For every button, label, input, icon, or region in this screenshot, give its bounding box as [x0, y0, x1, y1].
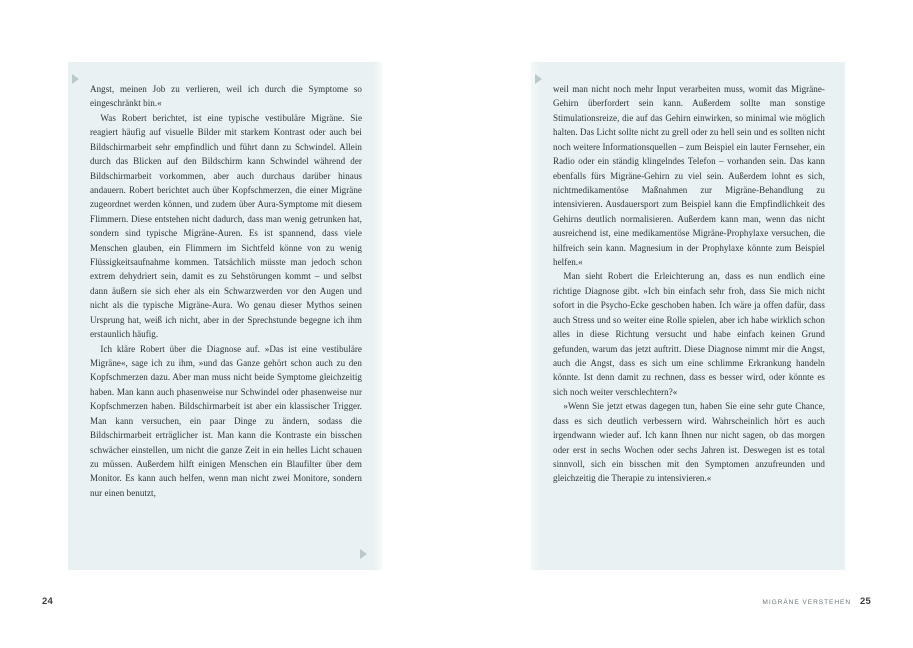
page-number-left: 24: [42, 596, 53, 607]
play-triangle-icon-bottom-right: [360, 549, 367, 559]
paragraph: Angst, meinen Job zu verlieren, weil ich durch die Symptome so eingeschränkt bin.«: [90, 84, 362, 109]
paragraph: Was Robert berichtet, ist eine typische vestibuläre Migräne. Sie reagiert häufig auf visuelle Bilder mit starkem Kontrast oder auch bei Bildschirmarbeit sehr empfindlich und führt dann zu Schwindel. Allein durch das Blicken auf den Bildschirm kann Schwindel während der Bildschirmarbeit vorkommen, aber auch durchaus darüber hinaus andauern. Robert berichtet auch über Kopfschmerzen, die einer Migräne zugeordnet werden können, und zudem über Aura-Symptome mit diesem Flimmern. Diese entstehen nicht dadurch, dass man wenig getrunken hat, sondern sind typische Migräne-Auren. Es ist spannend, dass viele Menschen glauben, ein Flimmern im Sichtfeld könne von zu wenig Flüssigkeitsaufnahme kommen. Tatsächlich müsste man jedoch schon extrem dehydriert sein, damit es zu Sehstörungen kommt – und selbst dann äußern sie sich eher als ein Schwarzwerden vor den Augen und nicht als die typische Migräne-Aura. Wo genau dieser Mythos seinen Ursprung hat, weiß ich nicht, aber in der Sprechstunde begegne ich ihm erstaunlich häufig.: [90, 112, 362, 340]
page-number-right: 25: [860, 596, 871, 607]
play-triangle-icon-top-left: [535, 74, 542, 84]
footer-right-group: [762, 596, 871, 630]
paragraph: »Wenn Sie jetzt etwas dagegen tun, haben Sie eine sehr gute Chance, dass es sich deutlich verbessern wird. Wahrscheinlich hört es auch irgendwann wieder auf. Ich kann Ihnen nur nicht sagen, ob das morgen oder erst in sechs Wochen oder sechs Jahren ist. Deswegen ist es total sinnvoll, sich ein bisschen mit den Symptomen anzufreunden und gleichzeitig die Therapie zu intensivieren.«: [553, 401, 825, 484]
right-page: [531, 62, 845, 570]
left-page-text-column: [90, 82, 362, 500]
right-page-text-column: [553, 82, 825, 486]
play-triangle-icon-top-left: [72, 74, 79, 84]
paragraph: weil man nicht noch mehr Input verarbeiten muss, womit das Migräne-Gehirn überfordert sein kann. Außerdem sollte man sonstige Stimulationsreize, die auf das Gehirn einwirken, so minimal wie möglich halten. Das Licht sollte nicht zu grell oder zu hell sein und es sollten nicht noch weitere Informationsquellen – zum Beispiel ein lauter Fernseher, ein Radio oder ein ständig klingelndes Telefon – vorhanden sein. Das kann ebenfalls fürs Migräne-Gehirn zu viel sein. Außerdem lohnt es sich, nichtmedikamentöse Maßnahmen zur Migräne-Behandlung zu intensivieren. Ausdauersport zum Beispiel kann die Empfindlichkeit des Gehirns deutlich normalisieren. Außerdem kann man, wenn das nicht ausreichend ist, eine medikamentöse Migräne-Prophylaxe versuchen, die hilfreich sein kann. Magnesium in der Prophylaxe könnte zum Beispiel helfen.«: [553, 84, 825, 268]
paragraph: Man sieht Robert die Erleichterung an, dass es nun endlich eine richtige Diagnose gibt. »Ich bin einfach sehr froh, dass Sie mich nicht sofort in die Psycho-Ecke geschoben haben. Ich wäre ja offen dafür, dass auch Stress und so weiter eine Rolle spielen, aber ich habe wirklich schon alles in diese Richtung versucht und habe einfach keinen Grund gefunden, warum das jetzt auftritt. Diese Diagnose nimmt mir die Angst, auch die Angst, dass es sich um eine schlimme Erkrankung handeln könnte. Ist denn damit zu rechnen, dass es besser wird, oder könnte es sich noch weiter verschlechtern?«: [553, 271, 825, 397]
left-page: [68, 62, 382, 570]
paragraph: Ich kläre Robert über die Diagnose auf. »Das ist eine vestibuläre Migräne«, sage ich zu ihm, »und das Ganze gehört schon auch zu den Kopfschmerzen dazu. Aber man muss nicht beide Symptome gleichzeitig haben. Man kann auch phasenweise nur Schwindel oder phasenweise nur Kopfschmerzen haben. Bildschirmarbeit ist aber ein klassischer Trigger. Man kann versuchen, ein paar Dinge zu ändern, sodass die Bildschirmarbeit erträglicher ist. Man kann die Kontraste ein bisschen schwächer einstellen, um nicht die ganze Zeit in ein helles Licht schauen zu müssen. Außerdem hilft einigen Menschen ein Blaufilter über dem Monitor. Es kann auch helfen, wenn man nicht zwei Monitore, sondern nur einen benutzt,: [90, 343, 362, 498]
chapter-title: MIGRÄNE VERSTEHEN: [762, 599, 852, 606]
